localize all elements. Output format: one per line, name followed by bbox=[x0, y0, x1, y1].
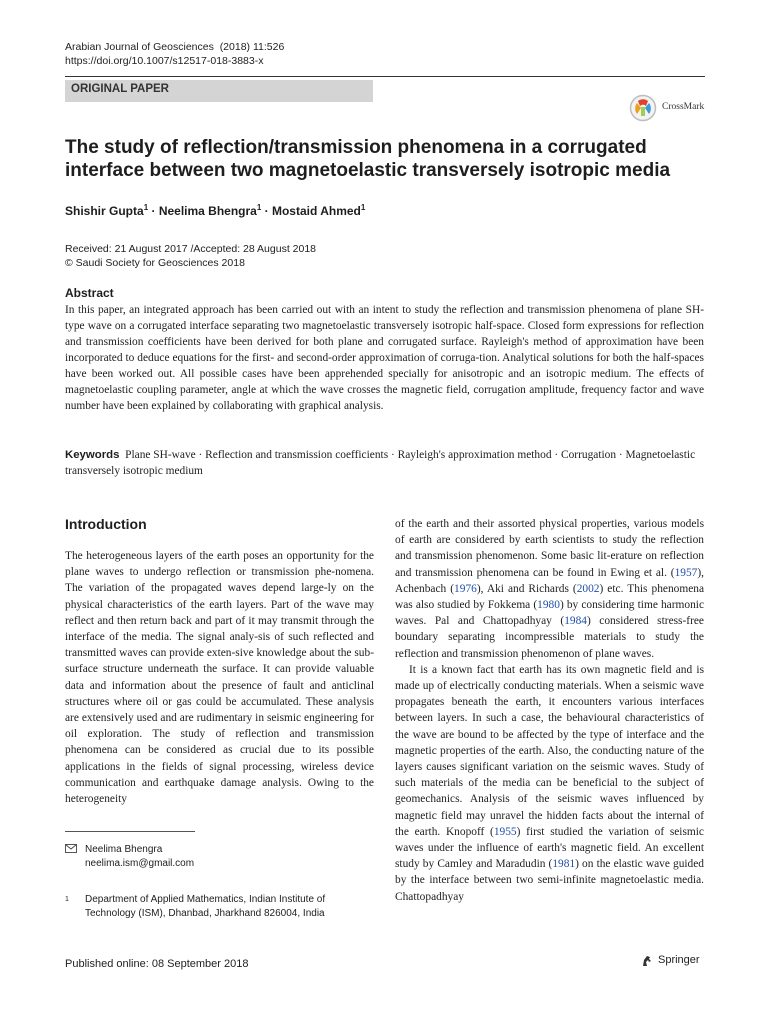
section-heading-introduction: Introduction bbox=[65, 516, 147, 532]
crossmark-icon bbox=[629, 94, 657, 122]
journal-name: Arabian Journal of Geosciences bbox=[65, 41, 214, 53]
paragraph-text: ) considered stress-free boundary separating incompressible materials to study the reflection and transmission phenomenon of plane waves. bbox=[395, 615, 704, 660]
author-affiliation: 1 bbox=[360, 203, 366, 212]
author-affiliation: 1 bbox=[143, 203, 149, 212]
affiliation-number: 1 bbox=[65, 896, 69, 903]
article-type: ORIGINAL PAPER bbox=[71, 83, 169, 95]
author-list: Shishir Gupta$^1$ · Neelima Bhengra$^1$ · Mostaid Ahmed$^1$ bbox=[65, 203, 366, 218]
paragraph-text: ), Achenbach ( bbox=[395, 566, 704, 595]
intro-column-right bbox=[395, 516, 704, 905]
article-type-bar bbox=[65, 80, 373, 102]
crossmark-badge[interactable] bbox=[629, 94, 729, 122]
citation-link[interactable]: 1957 bbox=[674, 566, 698, 579]
citation-link[interactable]: 1955 bbox=[493, 825, 517, 838]
keywords bbox=[65, 447, 704, 479]
journal-header bbox=[65, 40, 284, 68]
intro-paragraph bbox=[395, 516, 704, 662]
citation-link[interactable]: 1984 bbox=[564, 615, 587, 628]
received-accepted: Received: 21 August 2017 /Accepted: 28 August 2018 bbox=[65, 243, 317, 255]
contact-name: Neelima Bhengra bbox=[85, 844, 163, 855]
abstract-text: In this paper, an integrated approach has been carried out with an intent to study the reflection and transmission phenomena of plane SH-type wave on a corrugated interface separating two magnetoelastic transversely isotropic half-space. Closed form expressions for reflection and transmission coefficients have been derived for both plane and corrugated surface. Rayleigh's method of approximation have been incorporated to deduce equations for the first- and second-order approximation of corruga-tion. Analytical solutions for both the half-spaces have been worked out. All possible cases have been apprehended specially for anisotropic and an isotropic medium. The effects of magnetoelastic coupling parameter, angle at which the wave crosses the magnetic field, corrugation amplitude, frequency factor and wave number have been explained by collaborating with graphical analysis. bbox=[65, 304, 704, 412]
header-rule bbox=[65, 76, 705, 77]
abstract-heading: Abstract bbox=[65, 286, 114, 300]
publisher-name: Springer bbox=[658, 954, 700, 966]
keywords-text: Plane SH-wave · Reflection and transmission coefficients · Rayleigh's approximation method · Corrugation · Magnetoelastic transversely isotropic medium bbox=[65, 449, 696, 477]
citation-link[interactable]: 1981 bbox=[552, 858, 576, 871]
intro-column-left bbox=[65, 548, 374, 807]
intro-paragraph: The heterogeneous layers of the earth poses an opportunity for the plane waves to undergo reflection or transmission phe-nomena. The variation of the propagated waves depend large-ly on the physical characteristics of the earth layers. Part of the wave may reflect and then return back and part of it may transmit through the interface of the media. The signal analy-sis of such reflected and transmitted waves can provide exten-sive knowledge about the sub-surface structure underneath the surface. It can provide valuable data and information about the presence of fault and anticlinal structures where oil or gas could be accumulated. These analysis are extensively used and are rudimentary in seismic engineering for oil exploration. The study of reflection and transmission phenomena can be considered as crucial due to its possible applications in the fields of signal processing, wireless device communication and earthquake damage analysis. Owing to the heterogeneity bbox=[65, 550, 374, 806]
author-name[interactable]: Shishir Gupta bbox=[65, 204, 144, 218]
footnote-rule bbox=[65, 831, 195, 832]
springer-horse-icon bbox=[640, 954, 654, 968]
dates-block bbox=[65, 242, 316, 270]
paragraph-text: ) on the elastic wave guided by the interface between two semi-infinite magnetoelastic media. Chattopadhyay bbox=[395, 858, 704, 903]
author-name[interactable]: Neelima Bhengra bbox=[158, 204, 257, 218]
paragraph-text: ), Aki and Richards ( bbox=[476, 582, 577, 595]
contact-email[interactable]: neelima.ism@gmail.com bbox=[85, 858, 195, 869]
paragraph-text: ) etc. This phenomena was also studied by Fokkema ( bbox=[395, 582, 705, 612]
publisher-logo bbox=[640, 952, 720, 970]
paragraph-text: ) first studied the variation of seismic waves under the influence of earth's magnetic field. An excellent study by Camley and Maradudin ( bbox=[395, 825, 704, 871]
citation-link[interactable]: 1976 bbox=[454, 582, 477, 595]
author-affiliation: 1 bbox=[256, 203, 262, 212]
paper-title: The study of reflection/transmission phenomena in a corrugated interface between two magnetoelastic transversely isotropic media bbox=[65, 137, 671, 181]
envelope-icon bbox=[65, 844, 77, 853]
affiliation-text: Department of Applied Mathematics, Indian Institute of Technology (ISM), Dhanbad, Jharkhand 826004, India bbox=[85, 894, 326, 919]
crossmark-label: CrossMark bbox=[662, 102, 705, 112]
copyright: © Saudi Society for Geosciences 2018 bbox=[65, 257, 245, 269]
keywords-label: Keywords bbox=[65, 449, 120, 461]
paragraph-text: ) by considering time harmonic waves. Pal and Chattopadhyay ( bbox=[395, 599, 705, 628]
paragraph-text: of the earth and their assorted physical properties, various models of earth are considered by earth scientists to study the reflection and transmission phenomenon. Some basic lit-erature on reflection and transmission phenomena can be found in Ewing et al. ( bbox=[395, 518, 704, 579]
citation-link[interactable]: 1980 bbox=[537, 599, 560, 612]
paragraph-text: It is a known fact that earth has its own magnetic field and is made up of electrically conducting materials. When a seismic wave propagates beneath the earth, it encounters various interfaces between layers. In such a case, the behavioural characteristics of the wave are bound to be affected by the type of interface and the magnetic properties of the earth. Also, the conducting nature of the layers causes significant variation on the seismic waves. Study of such materials of the media can be beneficial to the subject of geomechanics. Analysis of the seismic waves influenced by magnetic field may unravel the hidden facts about the internal of the earth. Knopoff ( bbox=[395, 663, 704, 838]
author-name[interactable]: Mostaid Ahmed bbox=[271, 204, 361, 218]
published-online: Published online: 08 September 2018 bbox=[65, 958, 249, 970]
citation-link[interactable]: 2002 bbox=[576, 582, 600, 595]
doi-link[interactable]: https://doi.org/10.1007/s12517-018-3883-x bbox=[65, 55, 264, 67]
intro-paragraph bbox=[395, 662, 704, 905]
citation: (2018) 11:526 bbox=[219, 41, 285, 53]
